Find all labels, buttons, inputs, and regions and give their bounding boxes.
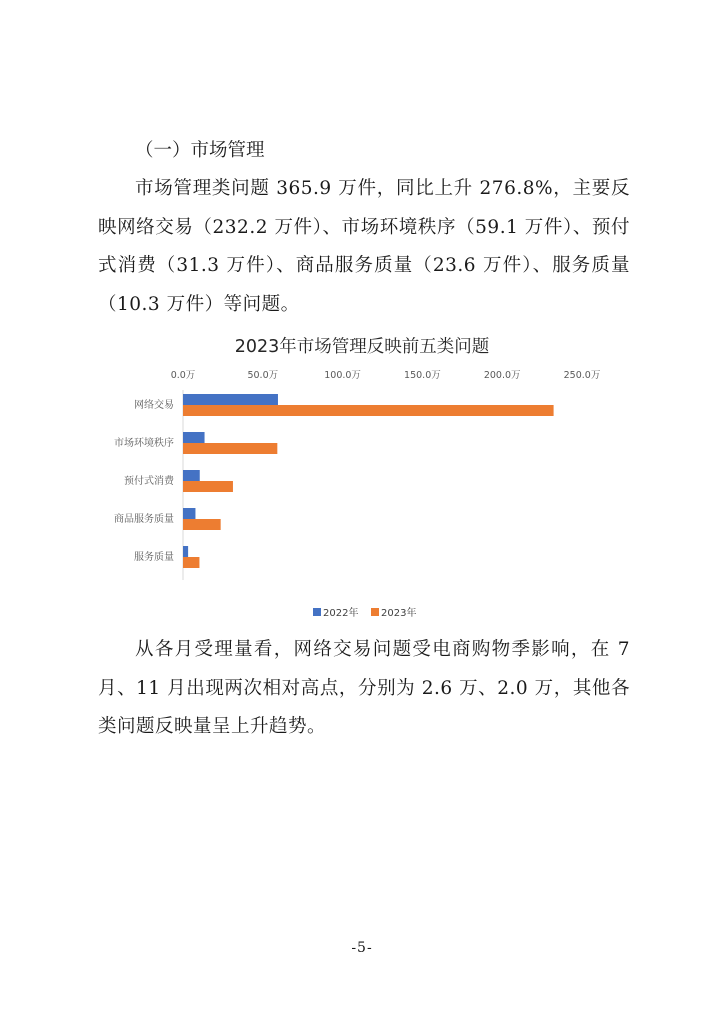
category-label: 商品服务质量 [114,514,174,525]
category-label: 网络交易 [134,400,174,411]
bar-2022 [183,432,205,443]
bar-2023 [183,557,199,568]
legend-label: 2022年 [323,608,359,619]
category-label: 预付式消费 [124,476,174,487]
x-tick-label: 150.0万 [404,370,441,381]
bar-2022 [183,546,188,557]
page-number: -5- [351,940,373,956]
x-tick-label: 100.0万 [324,370,361,381]
x-tick-label: 200.0万 [483,370,521,381]
bar-2022 [183,508,195,519]
x-tick-label: 50.0万 [247,370,279,381]
bar-2022 [183,470,200,481]
x-tick-label: 0.0万 [170,370,196,381]
bar-2023 [183,481,233,492]
section-heading: （一）市场管理 [135,140,265,161]
category-label: 市场环境秩序 [114,438,174,449]
bar-2022 [183,394,278,405]
chart-title: 2023年市场管理反映前五类问题 [234,337,490,357]
paragraph-1: 市场管理类问题 365.9 万件，同比上升 276.8%，主要反映网络交易（232.2 万件）、市场环境秩序（59.1 万件）、预付式消费（31.3 万件）、商品服务质量（23.6 万件）、服务质量（10.3 万件）等问题。 [98,178,630,315]
bar-2023 [183,443,277,454]
bar-2023 [183,405,554,416]
x-tick-label: 250.0万 [563,370,601,381]
legend-label: 2023年 [381,608,417,619]
bar-chart [0,360,724,619]
legend-swatch [313,608,321,616]
bar-2023 [183,519,221,530]
paragraph-2: 从各月受理量看，网络交易问题受电商购物季影响，在 7 月、11 月出现两次相对高点，分别为 2.6 万、2.0 万，其他各类问题反映量呈上升趋势。 [98,639,630,737]
legend-swatch [371,608,379,616]
category-label: 服务质量 [134,552,174,563]
